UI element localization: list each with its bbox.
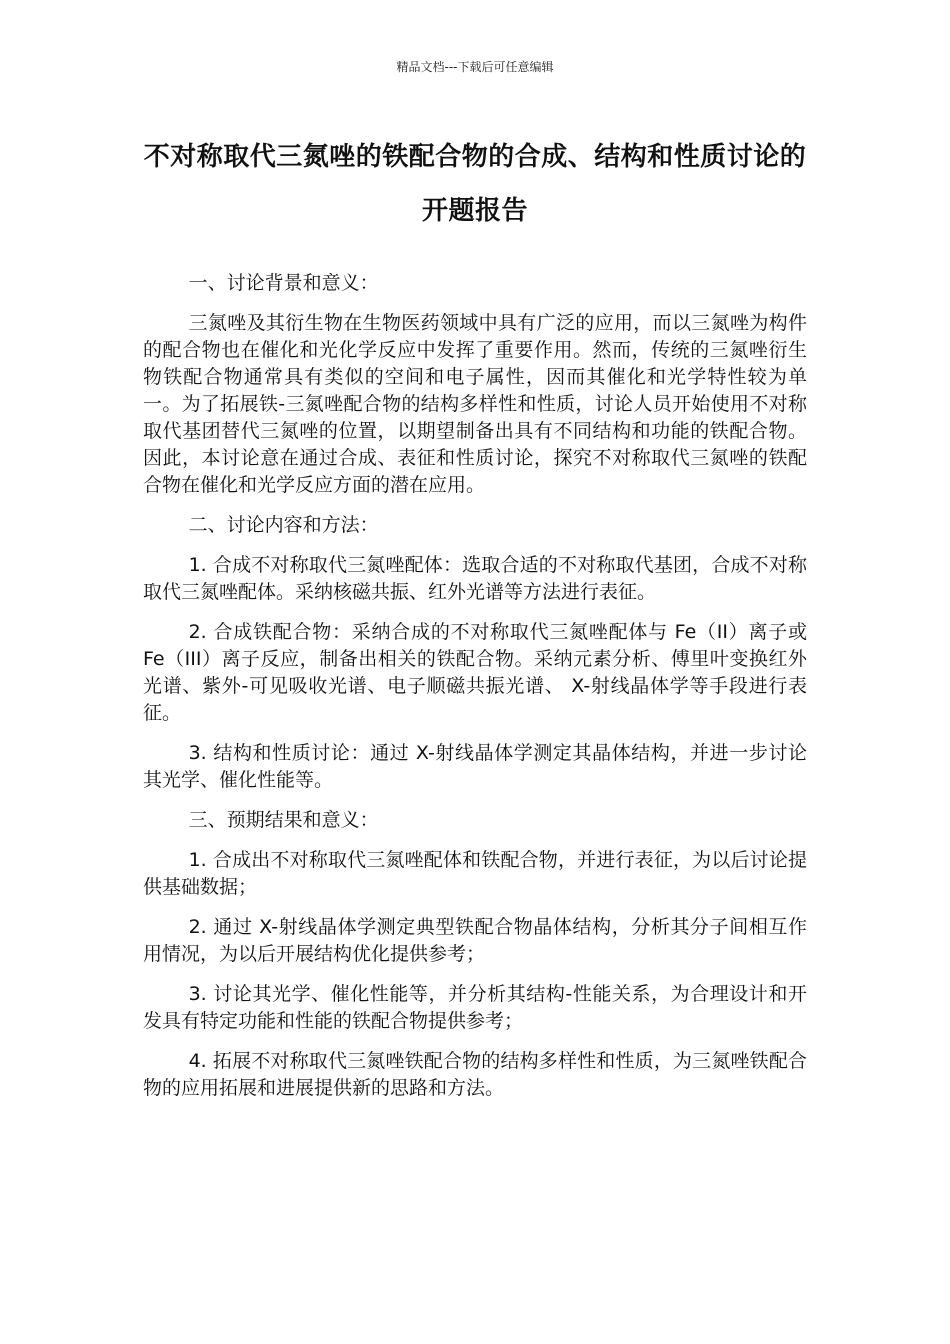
expected-item-1: 1. 合成出不对称取代三氮唑配体和铁配合物，并进行表征，为以后讨论提供基础数据； [143, 849, 807, 898]
methods-item-3: 3. 结构和性质讨论：通过 X-射线晶体学测定其晶体结构，并进一步讨论其光学、催化性能等。 [143, 742, 807, 791]
background-paragraph: 三氮唑及其衍生物在生物医药领域中具有广泛的应用，而以三氮唑为构件的配合物也在催化和光化学反应中发挥了重要作用。然而，传统的三氮唑衍生物铁配合物通常具有类似的空间和电子属性，因而其催化和光学特性较为单一。为了拓展铁-三氮唑配合物的结构多样性和性质，讨论人员开始使用不对称取代基团替代三氮唑的位置，以期望制备出具有不同结构和功能的铁配合物。因此，本讨论意在通过合成、表征和性质讨论，探究不对称取代三氮唑的铁配合物在催化和光学反应方面的潜在应用。 [143, 312, 807, 496]
expected-item-4: 4. 拓展不对称取代三氮唑铁配合物的结构多样性和性质，为三氮唑铁配合物的应用拓展和进展提供新的思路和方法。 [143, 1050, 807, 1099]
expected-item-3: 3. 讨论其光学、催化性能等，并分析其结构-性能关系，为合理设计和开发具有特定功能和性能的铁配合物提供参考； [143, 983, 807, 1032]
section-heading-expected: 三、预期结果和意义： [188, 809, 379, 831]
methods-item-1: 1. 合成不对称取代三氮唑配体：选取合适的不对称取代基团，合成不对称取代三氮唑配体。采纳核磁共振、红外光谱等方法进行表征。 [143, 554, 807, 603]
section-heading-methods: 二、讨论内容和方法： [188, 514, 379, 536]
section-heading-background: 一、讨论背景和意义： [188, 272, 379, 294]
expected-item-2: 2. 通过 X-射线晶体学测定典型铁配合物晶体结构，分析其分子间相互作用情况，为以后开展结构优化提供参考； [143, 916, 807, 965]
page-header-note: 精品文档---下载后可任意编辑 [396, 60, 554, 74]
document-title: 不对称取代三氮唑的铁配合物的合成、结构和性质讨论的开题报告 [143, 142, 807, 226]
document-body [143, 270, 807, 1115]
methods-item-2: 2. 合成铁配合物：采纳合成的不对称取代三氮唑配体与 Fe（II）离子或 Fe（III）离子反应，制备出相关的铁配合物。采纳元素分析、傅里叶变换红外光谱、紫外-可见吸收光谱、电子顺磁共振光谱、 X-射线晶体学等手段进行表征。 [143, 621, 807, 724]
